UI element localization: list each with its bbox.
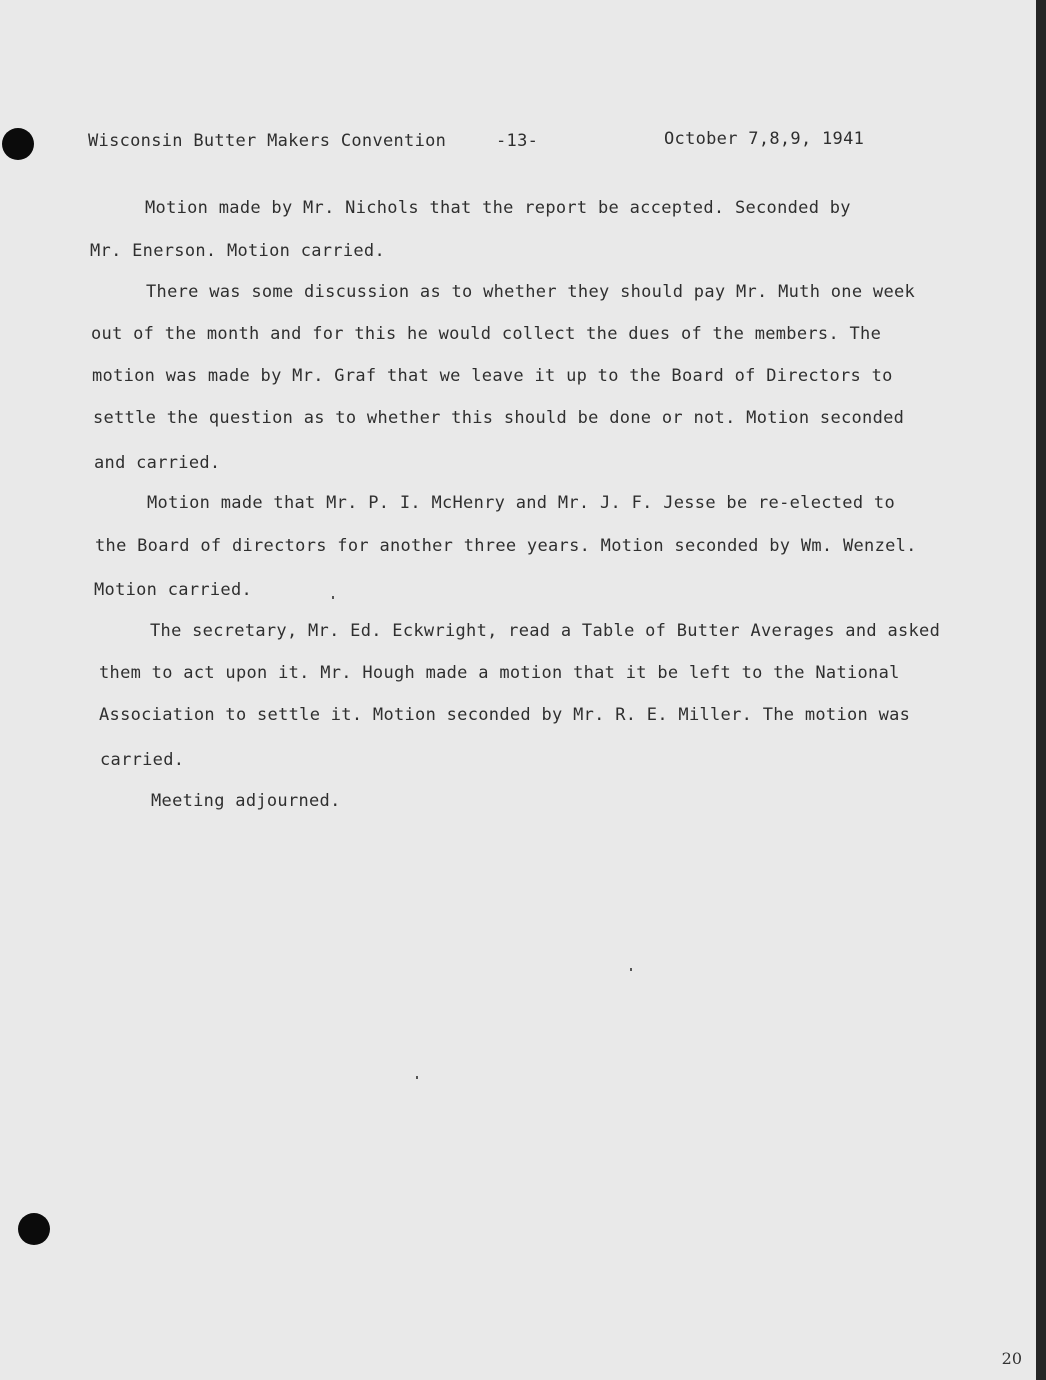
paper-speck xyxy=(332,596,334,599)
body-line: them to act upon it. Mr. Hough made a motion that it be left to the National xyxy=(99,663,900,683)
punch-hole xyxy=(18,1213,50,1245)
header-title: Wisconsin Butter Makers Convention xyxy=(88,131,447,151)
body-line: Mr. Enerson. Motion carried. xyxy=(90,241,385,261)
body-line: the Board of directors for another three years. Motion seconded by Wm. Wenzel. xyxy=(95,536,917,556)
scan-edge xyxy=(1036,0,1046,1380)
paper-speck xyxy=(416,1076,418,1079)
body-line: Motion carried. xyxy=(94,580,253,600)
paper-speck xyxy=(630,968,632,971)
body-line: carried. xyxy=(100,750,185,770)
body-line: Motion made by Mr. Nichols that the report be accepted. Seconded by xyxy=(145,198,851,218)
body-line: motion was made by Mr. Graf that we leave it up to the Board of Directors to xyxy=(92,366,893,386)
body-line: and carried. xyxy=(94,453,221,473)
handwritten-page-mark: 20 xyxy=(1001,1349,1022,1368)
body-line: The secretary, Mr. Ed. Eckwright, read a Table of Butter Averages and asked xyxy=(150,621,941,641)
body-line: settle the question as to whether this should be done or not. Motion seconded xyxy=(93,408,905,428)
body-line: Motion made that Mr. P. I. McHenry and Mr. J. F. Jesse be re-elected to xyxy=(147,493,895,513)
punch-hole xyxy=(2,128,34,160)
body-line: There was some discussion as to whether they should pay Mr. Muth one week xyxy=(146,282,916,302)
header-date: October 7,8,9, 1941 xyxy=(664,129,865,149)
body-line: Meeting adjourned. xyxy=(151,791,341,811)
body-line: Association to settle it. Motion seconded by Mr. R. E. Miller. The motion was xyxy=(99,705,911,725)
header-page-number: -13- xyxy=(496,131,539,151)
body-line: out of the month and for this he would collect the dues of the members. The xyxy=(91,324,882,344)
